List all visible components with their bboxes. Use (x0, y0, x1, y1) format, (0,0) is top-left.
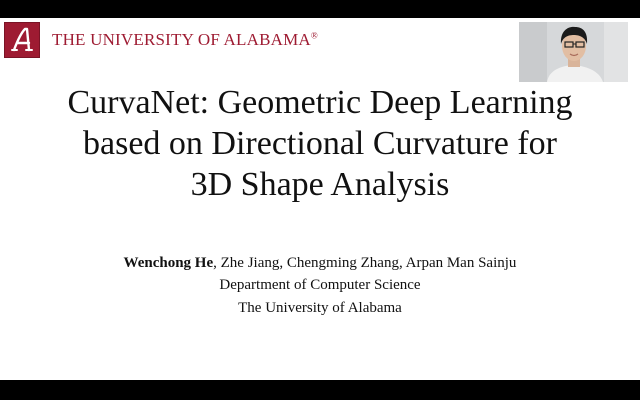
slide-title (0, 82, 640, 205)
title-line-2: based on Directional Curvature for (83, 125, 557, 162)
title-line-3: 3D Shape Analysis (190, 166, 450, 203)
department: Department of Computer Science (219, 277, 421, 293)
university-name: THE UNIVERSITY OF ALABAMA (52, 30, 311, 49)
presenter-webcam (519, 22, 628, 82)
alabama-logo-icon (4, 22, 40, 58)
university-header (52, 30, 318, 50)
university-affiliation: The University of Alabama (238, 300, 402, 316)
first-author: Wenchong He (123, 255, 214, 271)
registered-mark: ® (310, 30, 318, 41)
presentation-slide (0, 18, 640, 380)
title-line-1: CurvaNet: Geometric Deep Learning (67, 84, 573, 121)
co-authors: , Zhe Jiang, Chengming Zhang, Arpan Man Sainju (213, 255, 517, 271)
author-list (0, 252, 640, 274)
